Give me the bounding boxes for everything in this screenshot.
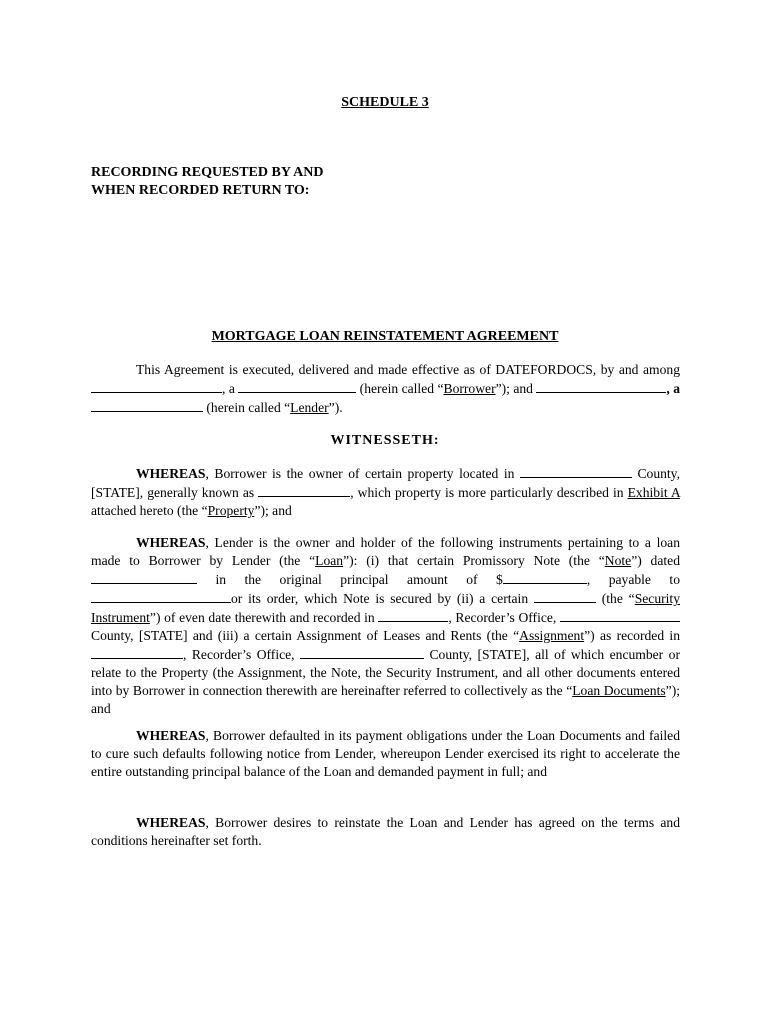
defined-term-note: Note [604,553,632,568]
text-run: , Recorder’s Office, [448,610,560,625]
defined-term-property: Property [207,503,255,518]
text-run: attached hereto (the “ [91,503,208,518]
note-date-blank [91,570,197,584]
text-run: ”); and [91,683,680,716]
property-location-blank [520,464,632,478]
schedule-heading: SCHEDULE 3 [341,95,429,110]
whereas-paragraph-4 [91,814,680,850]
property-address-blank [258,483,350,497]
text-run: This Agreement is executed, delivered and made effective as of DATEFORDOCS, by and among [136,362,680,377]
text-run: , a [666,381,681,396]
text-run: or its order, which Note is secured by (ii) a certain [231,591,534,606]
defined-term-security-instrument: Security Instrument [91,591,680,625]
payee-blank [91,589,231,603]
text-run: County, [STATE], generally known as [91,466,680,500]
assignment-recording-blank [91,645,183,659]
text-run: County, [STATE], all of which encumber or relate to the Property (the Assignment, the Note, the Security Instrument, and all other documents entered into by Borrower in connection therewith are hereinafter referred to collectively as the “ [91,647,680,698]
recording-block [91,164,323,200]
text-run: ”): (i) that certain Promissory Note (the “ [343,553,605,568]
text-run: , Borrower desires to reinstate the Loan and Lender has agreed on the terms and conditions hereinafter set forth. [91,815,680,848]
borrower-name-blank [91,379,222,393]
whereas-label: WHEREAS [136,535,206,550]
exhibit-reference: Exhibit A [627,485,680,500]
recording-reference-blank [378,608,448,622]
text-run: ”); and [495,381,537,396]
assignment-county-blank [300,645,424,659]
lender-entity-blank [91,398,203,412]
witnesseth-heading: WITNESSETH: [330,433,440,448]
defined-term-assignment: Assignment [519,628,585,643]
defined-term-loan: Loan [315,553,344,568]
whereas-paragraph-2 [91,534,680,718]
text-run: , Recorder’s Office, [183,647,301,662]
borrower-entity-blank [238,379,356,393]
text-run: , payable to [586,572,680,587]
text-run: ”); and [254,503,292,518]
whereas-paragraph-3 [91,727,680,781]
text-run: , a [222,381,239,396]
whereas-label: WHEREAS [136,466,206,481]
text-run: ”) as recorded in [584,628,680,643]
whereas-label: WHEREAS [136,728,206,743]
defined-term-borrower: Borrower [443,381,496,396]
text-run: (herein called “ [203,400,291,415]
whereas-paragraph-1 [91,464,680,520]
principal-amount-blank [503,570,587,584]
text-run: ”) of even date therewith and recorded in [149,610,379,625]
lender-name-blank [536,379,666,393]
text-run: in the original principal amount of $ [197,572,503,587]
whereas-label: WHEREAS [136,815,206,830]
text-run: (herein called “ [356,381,444,396]
recording-line-2: WHEN RECORDED RETURN TO: [91,183,310,198]
recording-line-1: RECORDING REQUESTED BY AND [91,165,324,180]
defined-term-lender: Lender [290,400,329,415]
text-run: , Borrower is the owner of certain property located in [205,466,520,481]
agreement-title: MORTGAGE LOAN REINSTATEMENT AGREEMENT [211,329,559,344]
text-run: ”). [328,400,343,415]
text-run: County, [STATE] and (iii) a certain Assignment of Leases and Rents (the “ [91,628,520,643]
security-instrument-type-blank [534,589,596,603]
county-blank [560,608,680,622]
text-run: , Borrower defaulted in its payment obligations under the Loan Documents and failed to cure such defaults following notice from Lender, whereupon Lender exercised its right to accelerate the entire outstanding principal balance of the Loan and demanded payment in full; and [91,728,680,779]
text-run: (the “ [595,591,635,606]
text-run: , which property is more particularly described in [350,485,628,500]
text-run: , Lender is the owner and holder of the following instruments pertaining to a loan made to Borrower by Lender (the “ [91,535,680,568]
text-run: ”) dated [631,553,680,568]
intro-paragraph [91,361,680,417]
defined-term-loan-documents: Loan Documents [572,683,666,698]
